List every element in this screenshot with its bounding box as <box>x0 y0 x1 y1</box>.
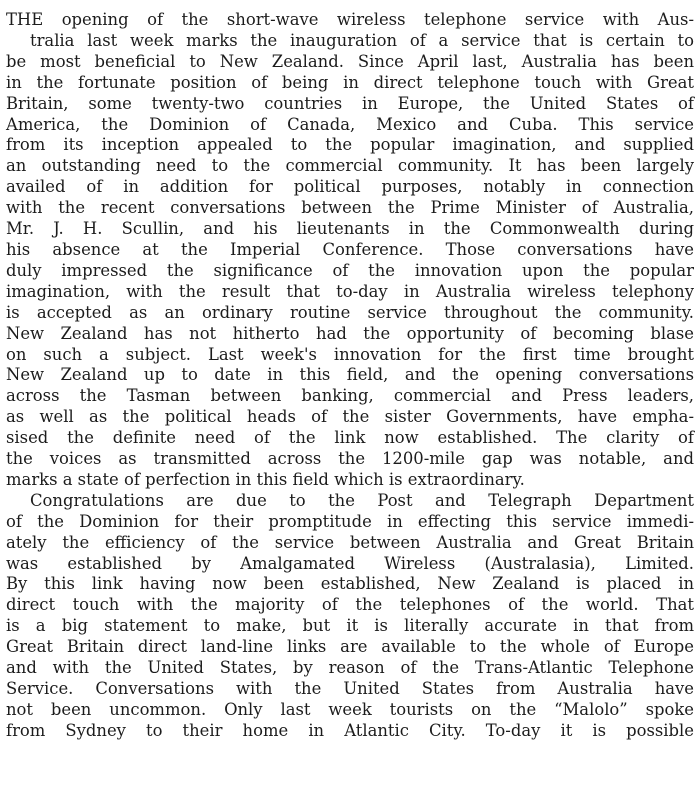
text-line: was established by Amalgamated Wireless (Australasia), Limited. <box>6 553 694 573</box>
text-line: imagination, with the result that to-day in Australia wireless telephony <box>6 281 694 301</box>
text-line: his absence at the Imperial Conference. Those conversations have <box>6 239 694 259</box>
paragraph-1 <box>6 10 694 491</box>
text-line: and with the United States, by reason of the Trans-Atlantic Telephone <box>6 658 694 678</box>
text-line: duly impressed the significance of the innovation upon the popular <box>6 260 694 280</box>
text-line: an outstanding need to the commercial community. It has been largely <box>6 156 694 176</box>
text-line: Mr. J. H. Scullin, and his lieutenants in the Commonwealth during <box>6 219 694 239</box>
text-line: in the fortunate position of being in direct telephone touch with Great <box>6 72 694 92</box>
text-line: By this link having now been established, New Zealand is placed in <box>6 574 694 594</box>
text-line: Britain, some twenty-two countries in Europe, the United States of <box>6 93 694 113</box>
text-line: not been uncommon. Only last week tourists on the “Malolo” spoke <box>6 699 694 719</box>
text-line: New Zealand has not hitherto had the opportunity of becoming blase <box>6 323 694 343</box>
text-line: ately the efficiency of the service between Australia and Great Britain <box>6 532 694 552</box>
text-line: from its inception appealed to the popular imagination, and supplied <box>6 135 694 155</box>
text-line: New Zealand up to date in this field, and the opening conversations <box>6 365 694 385</box>
text-line: direct touch with the majority of the telephones of the world. That <box>6 595 694 615</box>
text-line: America, the Dominion of Canada, Mexico and Cuba. This service <box>6 114 694 134</box>
text-line: with the recent conversations between the Prime Minister of Australia, <box>6 198 694 218</box>
text-line: the voices as transmitted across the 1200-mile gap was notable, and <box>6 449 694 469</box>
paragraph-2 <box>6 491 694 742</box>
text-line: tralia last week marks the inauguration of a service that is certain to <box>30 30 694 50</box>
text-line: Great Britain direct land-line links are available to the whole of Europe <box>6 637 694 657</box>
text-line: sised the definite need of the link now established. The clarity of <box>6 428 694 448</box>
text-line: of the Dominion for their promptitude in effecting this service immedi- <box>6 511 694 531</box>
text-line: Service. Conversations with the United States from Australia have <box>6 679 694 698</box>
text-line: availed of in addition for political purposes, notably in connection <box>6 177 694 197</box>
text-line: is accepted as an ordinary routine service throughout the community. <box>6 302 694 322</box>
text-line: Congratulations are due to the Post and Telegraph Department <box>30 490 694 510</box>
article-page <box>6 10 694 742</box>
text-line: from Sydney to their home in Atlantic City. To-day it is possible <box>6 720 694 740</box>
text-line: on such a subject. Last week's innovation for the first time brought <box>6 344 694 364</box>
text-line: THE opening of the short-wave wireless telephone service with Aus- <box>6 10 694 29</box>
text-line: across the Tasman between banking, commercial and Press leaders, <box>6 386 694 406</box>
text-line: is a big statement to make, but it is literally accurate in that from <box>6 616 694 636</box>
text-line: as well as the political heads of the sister Governments, have empha- <box>6 407 694 427</box>
text-line: be most beneficial to New Zealand. Since April last, Australia has been <box>6 51 694 71</box>
text-line: marks a state of perfection in this field which is extraordinary. <box>6 469 525 489</box>
